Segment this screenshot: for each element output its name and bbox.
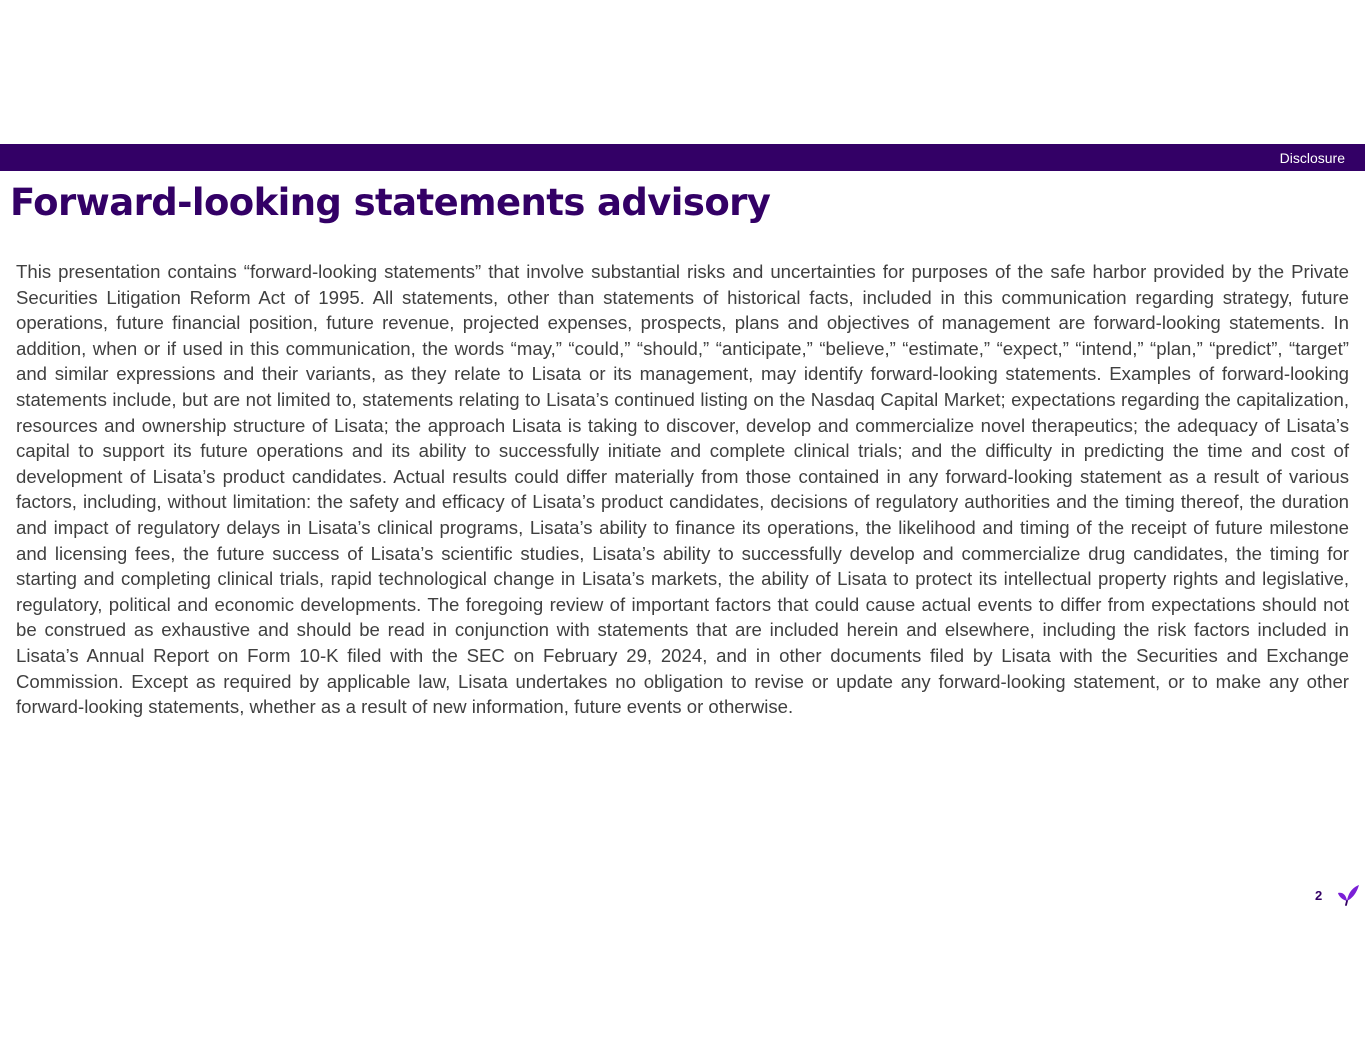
- disclaimer-body: This presentation contains “forward-looking statements” that involve substantial risks and uncertainties for purposes of the safe harbor provided by the Private Securities Litigation Reform Act of 1995. All statements, other than statements of historical facts, included in this communication regarding strategy, future operations, future financial position, future revenue, projected expenses, prospects, plans and objectives of management are forward-looking statements. In addition, when or if used in this communication, the words “may,” “could,” “should,” “anticipate,” “believe,” “estimate,” “expect,” “intend,” “plan,” “predict”, “target” and similar expressions and their variants, as they relate to Lisata or its management, may identify forward-looking statements. Examples of forward-looking statements include, but are not limited to, statements relating to Lisata’s continued listing on the Nasdaq Capital Market; expectations regarding the capitalization, resources and ownership structure of Lisata; the approach Lisata is taking to discover, develop and commercialize novel therapeutics; the adequacy of Lisata’s capital to support its future operations and its ability to successfully initiate and complete clinical trials; and the difficulty in predicting the time and cost of development of Lisata’s product candidates. Actual results could differ materially from those contained in any forward-looking statement as a result of various factors, including, without limitation: the safety and efficacy of Lisata’s product candidates, decisions of regulatory authorities and the timing thereof, the duration and impact of regulatory delays in Lisata’s clinical programs, Lisata’s ability to finance its operations, the likelihood and timing of the receipt of future milestone and licensing fees, the future success of Lisata’s scientific studies, Lisata’s ability to successfully develop and commercialize drug candidates, the timing for starting and completing clinical trials, rapid technological change in Lisata’s markets, the ability of Lisata to protect its intellectual property rights and legislative, regulatory, political and economic developments. The foregoing review of important factors that could cause actual events to differ from expectations should not be construed as exhaustive and should be read in conjunction with statements that are included herein and elsewhere, including the risk factors included in Lisata’s Annual Report on Form 10-K filed with the SEC on February 29, 2024, and in other documents filed by Lisata with the Securities and Exchange Commission. Except as required by applicable law, Lisata undertakes no obligation to revise or update any forward-looking statement, or to make any other forward-looking statements, whether as a result of new information, future events or otherwise.: [16, 261, 1349, 718]
- leaf-logo-icon: [1336, 884, 1360, 906]
- page-number: 2: [1315, 888, 1323, 903]
- page-title: Forward-looking statements advisory: [10, 181, 771, 224]
- section-label: Disclosure: [1279, 150, 1345, 166]
- header-bar: [0, 144, 1365, 171]
